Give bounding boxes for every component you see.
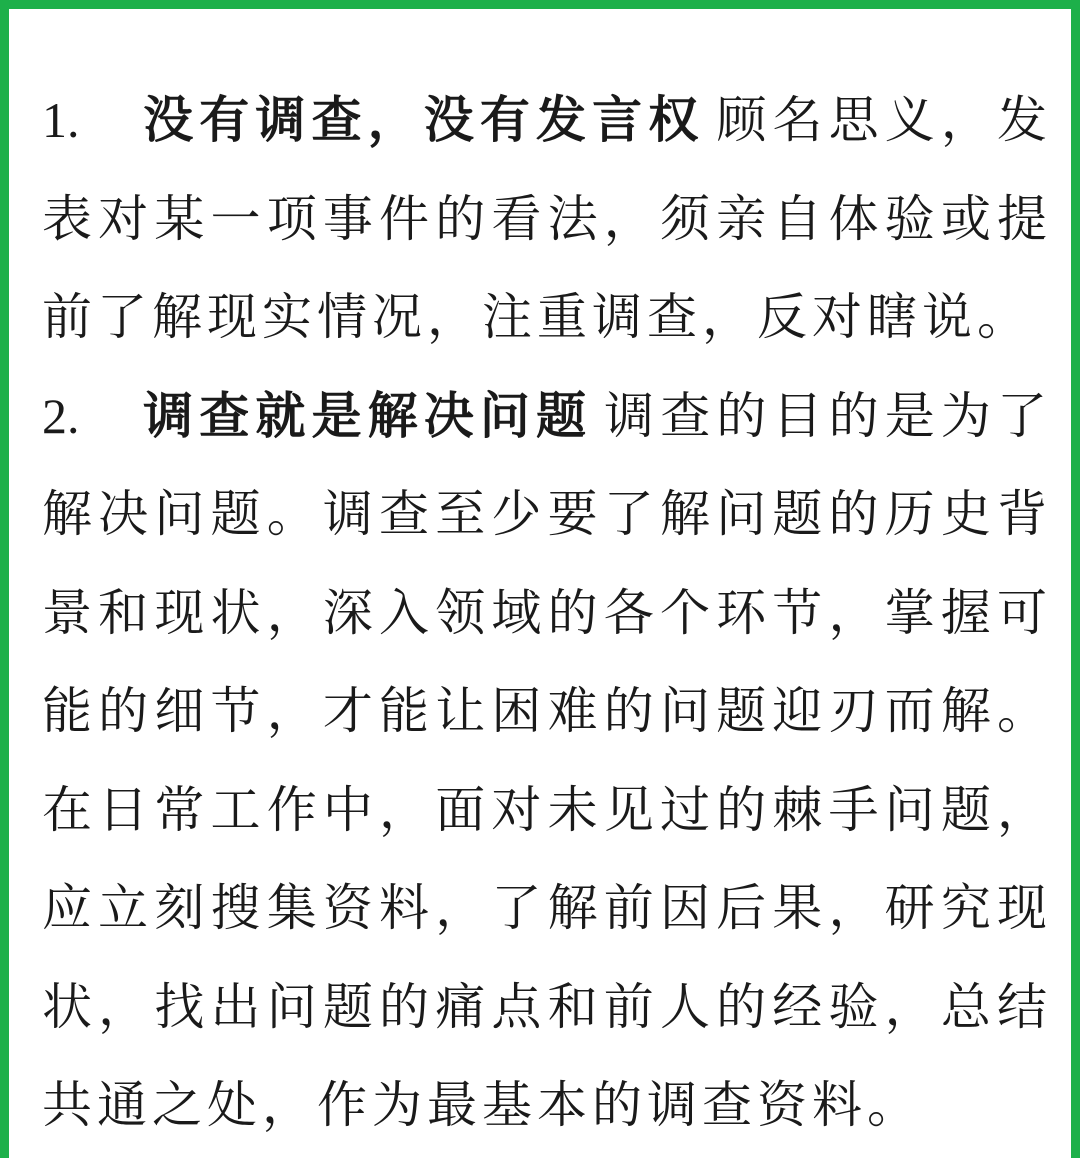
item-body: 调查的目的是为了解决问题。调查至少要了解问题的历史背景和现状，深入领域的各个环节，掌握可能的细节，才能让困难的问题迎刃而解。在日常工作中，面对未见过的棘手问题，应立刻搜集资料，了解前因后果，研究现状，找出问题的痛点和前人的经验，总结共通之处，作为最基本的调查资料。 [42, 386, 1052, 1134]
item-heading: 调查就是解决问题 [142, 385, 593, 445]
list-item-1 [42, 71, 1052, 367]
item-heading: 没有调查，没有发言权 [142, 90, 705, 149]
item-number: 1. [42, 92, 80, 148]
document-content [42, 71, 1052, 1155]
item-number: 2. [42, 387, 80, 444]
list-item-2 [42, 367, 1052, 1155]
item-body: 顾名思义，发表对某一项事件的看法，须亲自体验或提前了解现实情况，注重调查，反对瞎说。 [42, 91, 1052, 346]
